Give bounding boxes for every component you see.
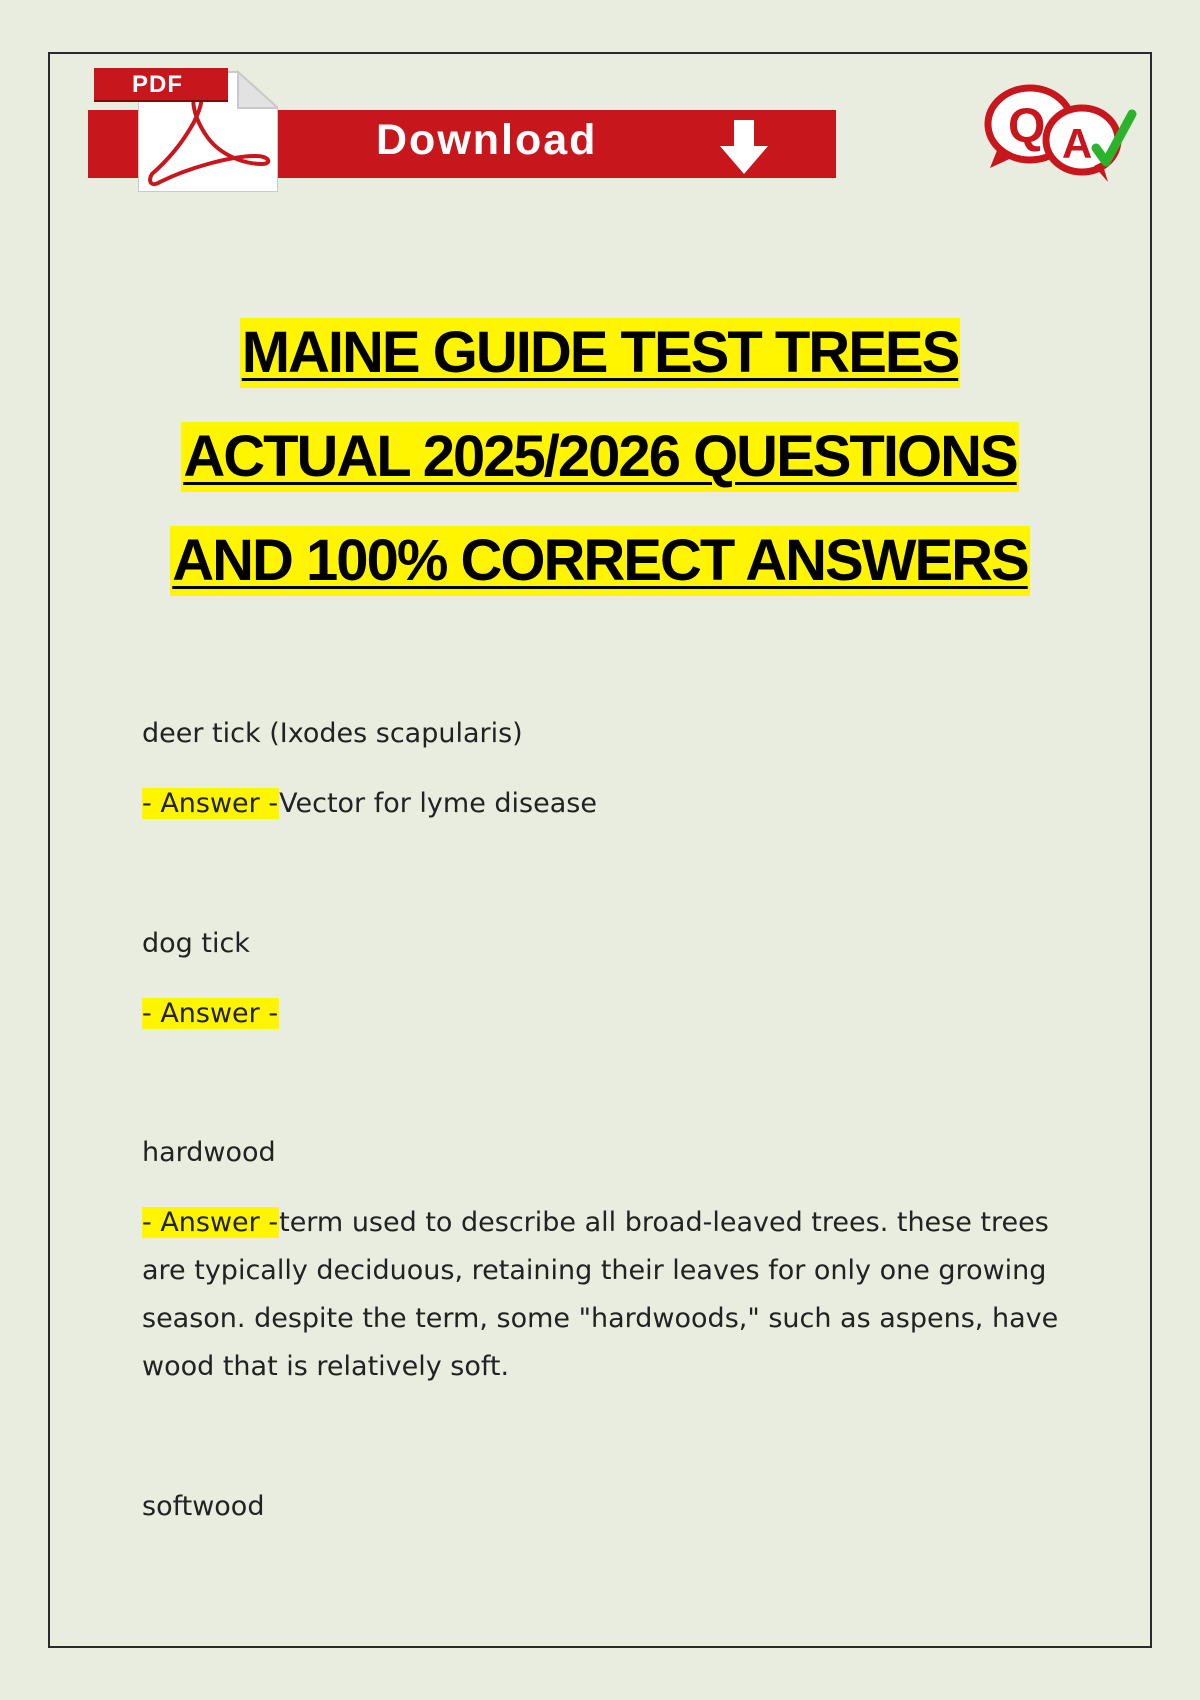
question-text: hardwood xyxy=(142,1137,276,1168)
title-line-3: AND 100% CORRECT ANSWERS xyxy=(170,526,1029,596)
download-arrow-icon xyxy=(716,118,772,178)
title-line-2: ACTUAL 2025/2026 QUESTIONS xyxy=(181,422,1018,492)
answer-body: Vector for lyme disease xyxy=(279,788,597,819)
pdf-tag xyxy=(94,68,228,100)
qa-check-logo-icon xyxy=(978,82,1138,186)
answer-body: term used to describe all broad-leaved trees. these trees are typically deciduous, retaining their leaves for only one growing season. despite the term, some "hardwoods," such as aspens, have wood that is relatively soft. xyxy=(142,1207,1059,1382)
page-frame xyxy=(48,52,1152,1648)
pdf-tag-label: PDF xyxy=(132,71,183,98)
question-text: dog tick xyxy=(142,928,250,959)
pdf-download-banner[interactable] xyxy=(88,64,836,192)
qa-item xyxy=(142,920,1082,1038)
download-label: Download xyxy=(376,116,598,164)
question-text: softwood xyxy=(142,1491,265,1522)
title-line-1: MAINE GUIDE TEST TREES xyxy=(240,318,961,388)
answer-text xyxy=(142,990,1082,1038)
answer-prefix: - Answer - xyxy=(142,1207,279,1238)
qa-item xyxy=(142,1129,1082,1391)
qa-item xyxy=(142,710,1082,828)
qa-item xyxy=(142,1483,1082,1531)
answer-prefix: - Answer - xyxy=(142,788,279,819)
document-title xyxy=(0,318,1200,630)
answer-text xyxy=(142,1199,1082,1391)
question-text: deer tick (Ixodes scapularis) xyxy=(142,718,523,749)
svg-text:Q: Q xyxy=(1008,100,1046,153)
answer-prefix: - Answer - xyxy=(142,998,279,1029)
answer-text xyxy=(142,780,1082,828)
svg-text:A: A xyxy=(1062,120,1093,167)
